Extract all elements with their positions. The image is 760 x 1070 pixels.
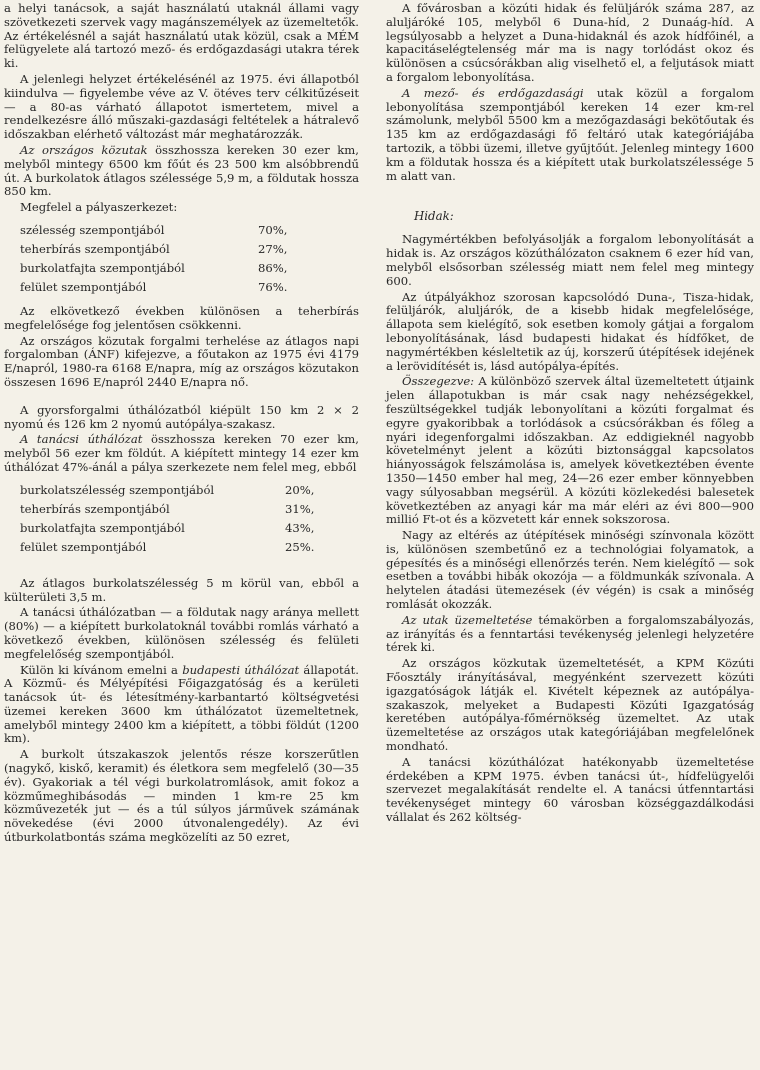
paragraph: Nagy az eltérés az útépítések minőségi színvonala között is, különösen szembetűnő ez a technológiai folyamatok, a gépesítés és a minőségi ellenőrzés terén. Nem kielégítő — sok esetben a további hibák okozója — a földmunkák szívonala. A helytelen átadási ütemezések (év végén) is csak a minőség romlását okozzák. [386, 528, 754, 612]
paragraph: Az elkövetkező években különösen a teherbírás megfelelősége fog jelentősen csökkenni. [4, 303, 359, 332]
table-row: teherbírás szempontjából 31%, [20, 501, 315, 516]
paragraph: Nagymértékben befolyásolják a forgalom lebonyolítását a hidak is. Az országos közúthálózaton csaknem 6 ezer híd van, melyből elsősorban szélesség miatt nem felel meg mintegy 600. [386, 232, 754, 288]
paragraph: Az útpályákhoz szorosan kapcsolódó Duna-, Tisza-hidak, felüljárók, aluljárók, de a kisebb hidak megfelelősége, állapota sem kielégítő, sok esetben komoly gátjai a forgalom lebonyolításának, lásd budapesti hidakat és hídfőket, de nagymértékben késleltetik az új, korszerű útépítések idejének a lerövidítését is, lásd autópálya-építés. [386, 289, 754, 373]
paragraph: A mező- és erdőgazdasági utak közül a forgalom lebonyolítása szempontjából kereken 14 ezer km-rel számolunk, melyből 5500 km a mezőgazdasági bekötőutak és 135 km az erdőgazdasági fő feltáró utak kategóriájába tartozik, a többi üzemi, illetve gyűjtőút. Jelenleg mintegy 1600 km a földutak hossza és a kiépített utak burkolatszélessége 5 m alatt van. [386, 85, 754, 183]
paragraph: Az országos közkutak üzemeltetését, a KPM Közúti Főosztály irányításával, megyénként szervezett közúti igazgatóságok látják el. Kivételt képeznek az autópálya-szakaszok, melyeket a Budapesti Közúti Igazgatóság keretében autópálya-főmérnökség üzemeltet. Az utak üzemeltetése az országos utak kategóriájában megfelelőnek mondható. [386, 656, 754, 754]
emphasis: budapesti úthálózat [182, 662, 300, 677]
paragraph: A tanácsi közúthálózat hatékonyabb üzemeltetése érdekében a KPM 1975. évben tanácsi út-, hídfelügyelői szervezet megalakítását rendelte el. A tanácsi útfenntartási tevékenységet mintegy 60 városban községgazdálkodási vállalat és 262 költség- [386, 754, 754, 825]
paragraph: A burkolt útszakaszok jelentős része korszerűtlen (nagykő, kiskő, keramit) és életkora sem megfelelő (30—35 év). Gyakoriak a tél végi burkolatromlások, amit fokoz a közműmeghibásodás — minden 1 km-re 25 km közművezeték jut — és a túl súlyos járművek számának növekedése (évi 2000 útvonalengedély). Az évi útburkolatbontás száma megközelíti az 50 ezret, [4, 747, 359, 845]
stats-table-council [20, 481, 345, 557]
stats-table-national [20, 221, 318, 297]
paragraph: A tanácsi úthálózat összhossza kereken 70 ezer km, melyből 56 ezer km földút. A kiépített mintegy 14 ezer km úthálózat 47%-ánál a pálya szerkezete nem felel meg, ebből [4, 432, 359, 474]
emphasis: Az utak üzemeltetése [402, 612, 533, 627]
paragraph: A jelenlegi helyzet értékelésénél az 1975. évi állapotból kiindulva — figyelembe véve az V. ötéves terv célkitűzéseit — a 80-as várható állapotot ismertetem, mivel a rendelkezésre álló műszaki-gazdasági feltételek a hátralevő időszakban elérhető változást már meghatározzák. [4, 71, 359, 142]
table-row: szélesség szempontjából 70%, [20, 222, 288, 237]
table-row: burkolatfajta szempontjából 86%, [20, 260, 288, 275]
paragraph: Összegezve: A különböző szervek által üzemeltetett útjaink jelen állapotukban is már csak nagy nehézségekkel, feszültségekkel tudják lebonyolítani a közúti forgalmat és egyre gyakoribbak a torlódások a csúcsórákban és főleg a nyári idegenforgalmi időszakban. Az eddigieknél nagyobb követelményt jelent a közúti biztonsággal kapcsolatos hiányosságok felszámolása is, amelyek következtében évente 1350—1450 ember hal meg, 24—26 ezer ember könnyebben vagy súlyosabban megsérül. A közúti közlekedési balesetek következtében az anyagi kár ma már eléri az évi 800—900 millió Ft-ot és a közvetett kár ennek sokszorosa. [386, 374, 754, 527]
paragraph: Az utak üzemeltetése témakörben a forgalomszabályozás, az irányítás és a fenntartási tevékenység jelenlegi helyzetére térek ki. [386, 612, 755, 655]
table-row: burkolatszélesség szempontjából 20%, [20, 482, 315, 497]
table-row: felület szempontjából 25%. [20, 539, 315, 554]
paragraph: Külön ki kívánom emelni a budapesti úthálózat állapotát. A Közmű- és Mélyépítési Főigazgatóság és a kerületi tanácsok út- és létesítmény-karbantartó költségvetési üzemei kereken 3600 km úthálózatot üzemeltetnek, amelyből mintegy 2400 km a kiépített, a többi földút (1200 km). [4, 662, 359, 746]
paragraph: Megfelel a pályaszerkezet: [20, 200, 178, 215]
emphasis: A mező- és erdőgazdasági [402, 85, 584, 100]
paragraph: Az országos közutak összhossza kereken 30 ezer km, melyből mintegy 6500 km főút és 23 500 km alsóbbrendű út. A burkolatok átlagos szélessége 5,9 m, a földutak hossza 850 km. [4, 142, 359, 199]
emphasis: Az országos közutak [20, 142, 148, 157]
paragraph: A gyorsforgalmi úthálózatból kiépült 150 km 2 × 2 nyomú és 126 km 2 nyomú autópálya-szakasz. [4, 402, 359, 431]
section-heading: Hidak: [414, 209, 454, 224]
paragraph: A tanácsi úthálózatban — a földutak nagy aránya mellett (80%) — a kiépített burkolatoknál további romlás várható a következő években, különösen szélesség és felületi megfelelőség szempontjából. [4, 605, 359, 661]
table-row: felület szempontjából 76%. [20, 279, 288, 294]
paragraph: A fővárosban a közúti hidak és felüljárók száma 287, az aluljáróké 105, melyből 6 Duna-híd, 2 Dunaág-híd. A legsúlyosabb a helyzet a Duna-hidaknál és azok hídfőinél, a kapacitáselégtelenség már ma is nagy torlódást okoz és különösen a csúcsórákban alig viselhető el, a feljutások miatt a forgalom lebonyolítása. [386, 1, 754, 84]
right-column [386, 2, 754, 827]
paragraph: Az átlagos burkolatszélesség 5 m körül van, ebből a külterületi 3,5 m. [4, 575, 359, 604]
emphasis: Összegezve: [402, 374, 475, 389]
paragraph: a helyi tanácsok, a saját használatú utaknál állami vagy szövetkezeti szervek vagy magánszemélyek az üzemeltetők. Az értékelésnél a saját használatú utak közül, csak a MÉM felügyelete alá tartozó mező- és erdőgazdasági utakra térek ki. [4, 1, 359, 71]
emphasis: A tanácsi úthálózat [20, 432, 143, 447]
paragraph: Az országos közutak forgalmi terhelése az átlagos napi forgalomban (ÁNF) kifejezve, a főutakon az 1975 évi 4179 E/napról, 1980-ra 6168 E/napra, míg az országos közutakon összesen 1696 E/napról 2440 E/napra nő. [4, 333, 359, 389]
table-row: teherbírás szempontjából 27%, [20, 241, 288, 256]
table-row: burkolatfajta szempontjából 43%, [20, 520, 315, 535]
left-column [4, 2, 359, 847]
